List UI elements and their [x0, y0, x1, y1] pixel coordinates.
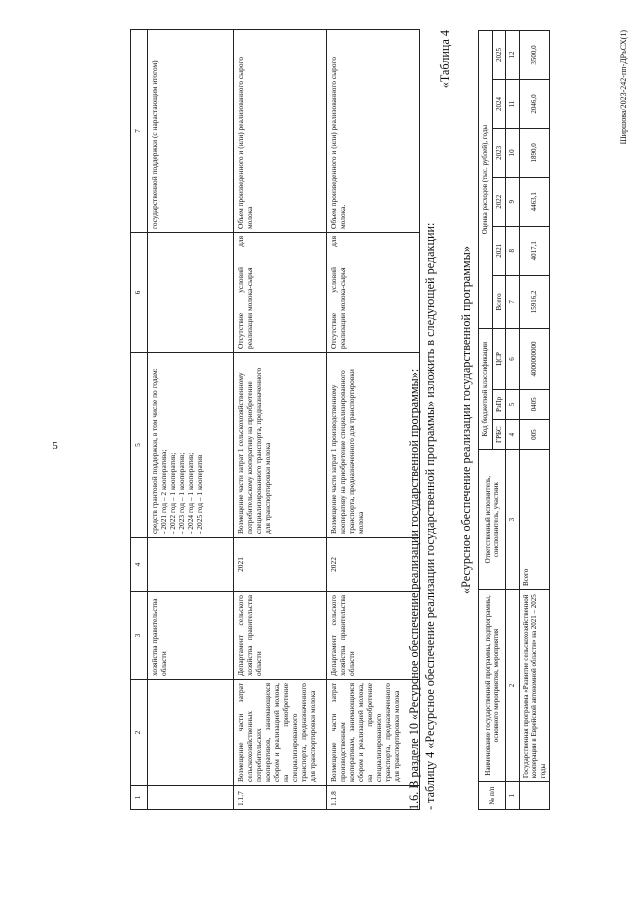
- csr-code: 4000000000: [519, 329, 550, 390]
- list-item: - 2021 год – 2 кооператива;: [159, 449, 169, 534]
- table-row: [148, 30, 234, 810]
- executor: Всего: [519, 450, 550, 590]
- col-number: 4: [506, 420, 520, 450]
- activity-content: Возмещение части затрат 1 производственному кооперативу на приобретение специализированного транспорта, предназначенного для транспортировки молока: [327, 353, 420, 538]
- year-value: 4463,1: [519, 177, 550, 226]
- col-number: 7: [506, 275, 520, 329]
- indicator: Объем произведенного и (или) реализованного сырого молока: [234, 30, 327, 233]
- row-number: [519, 782, 550, 810]
- problem: Отсутствие условий для реализации молока-сырья: [327, 233, 420, 353]
- header-year: 2022: [492, 177, 506, 226]
- col-number: 8: [506, 226, 520, 275]
- header-total: Всего: [492, 275, 506, 329]
- table-title: «Ресурсное обеспечение реализации государственной программы»: [458, 246, 473, 594]
- table-row: [234, 30, 327, 810]
- activities-table: [130, 29, 420, 810]
- list-item: - 2024 год – 1 кооператив;: [186, 452, 196, 534]
- year-value: 2046,0: [519, 80, 550, 129]
- header-num: № п/п: [479, 782, 506, 810]
- activity-content: Возмещение части затрат 1 сельскохозяйственному потребительскому кооперативу на приобретение специализированного транспорта, предназначенного для транспортировки молока: [234, 353, 327, 538]
- table-row: [327, 30, 420, 810]
- section-heading: 1.6. В разделе 10 «Ресурсное обеспечение реализации государственной программы»:: [407, 368, 421, 810]
- header-budget-code: Код бюджетной классификации: [479, 329, 493, 450]
- indicator: государственной поддержки (с нарастающим итогом): [148, 30, 234, 233]
- table-header-row: [131, 30, 148, 810]
- table-row: [519, 31, 550, 810]
- table-header-row: [479, 31, 493, 810]
- resource-table: [478, 30, 550, 810]
- header-grbs: ГРБС: [492, 420, 506, 450]
- row-number: [148, 786, 234, 810]
- col-number: 3: [506, 450, 520, 590]
- list-item: - 2022 год – 1 кооператив;: [168, 452, 178, 534]
- activity-name: Возмещение части затрат сельскохозяйственных потребительских кооперативов, занимающихся сбором и реализацией молока, на приобретение специализированного транспорта, предназначенного для транспортировки молока: [234, 680, 327, 786]
- col-number: 2: [506, 589, 520, 781]
- indicator: Объем произведенного и (или) реализованного сырого молока.: [327, 30, 420, 233]
- row-number: 1.1.7: [234, 786, 327, 810]
- header-csr: ЦСР: [492, 329, 506, 390]
- column-number-row: [506, 31, 520, 810]
- header-year: 2021: [492, 226, 506, 275]
- years-list: [159, 356, 204, 534]
- header-year: 2023: [492, 128, 506, 177]
- header-rzpr: РзПр: [492, 389, 506, 419]
- col-number: 11: [506, 80, 520, 129]
- header-year: 2024: [492, 80, 506, 129]
- header-cell: 3: [131, 592, 148, 680]
- executor: Департамент сельского хозяйства правительства области: [327, 592, 420, 680]
- header-cell: 5: [131, 353, 148, 538]
- col-number: 12: [506, 31, 520, 80]
- activity-name: Возмещение части затрат производственным кооперативам, занимающимся сбором и реализацией молока, на приобретение специализированного транспорта, предназначенного для транспортировки молока: [327, 680, 420, 786]
- header-estimate: Оценка расходов (тыс. рублей), годы: [479, 31, 493, 329]
- section-headings: [407, 30, 475, 810]
- executor: хозяйства правительства области: [148, 592, 234, 680]
- col-number: 10: [506, 128, 520, 177]
- grbs-code: 005: [519, 420, 550, 450]
- instruction-line: - таблицу 4 «Ресурсное обеспечение реализации государственной программы» изложить в следующей редакции:: [422, 222, 437, 810]
- page-number: 5: [52, 440, 58, 452]
- row-number: 1.1.8: [327, 786, 420, 810]
- col-number: 1: [506, 782, 520, 810]
- document-footer: Ширшова/2023-242-пп-ДРьСХ(1): [619, 30, 628, 145]
- program-name: Государственная программа «Развитие сельскохозяйственной кооперации в Еврейской автономной области» на 2021 – 2025 годы: [519, 589, 550, 781]
- total-value: 15916,2: [519, 275, 550, 329]
- problem: Отсутствие условий для реализации молока-сырья: [234, 233, 327, 353]
- col-number: 6: [506, 329, 520, 390]
- header-executor: Ответственный исполнитель, соисполнитель, участник: [479, 450, 506, 590]
- problem: [148, 233, 234, 353]
- header-cell: 6: [131, 233, 148, 353]
- year-value: 3500,0: [519, 31, 550, 80]
- activity-name: [148, 680, 234, 786]
- content-intro: средств грантовой поддержки, в том числе по годам:: [150, 368, 159, 534]
- header-cell: 1: [131, 786, 148, 810]
- col-number: 5: [506, 389, 520, 419]
- list-item: - 2023 год – 1 кооператив;: [177, 452, 187, 534]
- year: 2022: [327, 538, 420, 592]
- year: [148, 538, 234, 592]
- activity-content: [148, 353, 234, 538]
- header-cell: 7: [131, 30, 148, 233]
- year: 2021: [234, 538, 327, 592]
- rzpr-code: 0405: [519, 389, 550, 419]
- header-cell: 2: [131, 680, 148, 786]
- header-year: 2025: [492, 31, 506, 80]
- header-cell: 4: [131, 538, 148, 592]
- header-name: Наименование государственной программы, подпрограммы, основного мероприятия, мероприятия: [479, 589, 506, 781]
- table-label: «Таблица 4: [438, 30, 452, 89]
- col-number: 9: [506, 177, 520, 226]
- year-value: 4017,1: [519, 226, 550, 275]
- list-item: - 2025 год – 1 кооператив: [195, 454, 205, 534]
- executor: Департамент сельского хозяйства правительства области: [234, 592, 327, 680]
- year-value: 1890,0: [519, 128, 550, 177]
